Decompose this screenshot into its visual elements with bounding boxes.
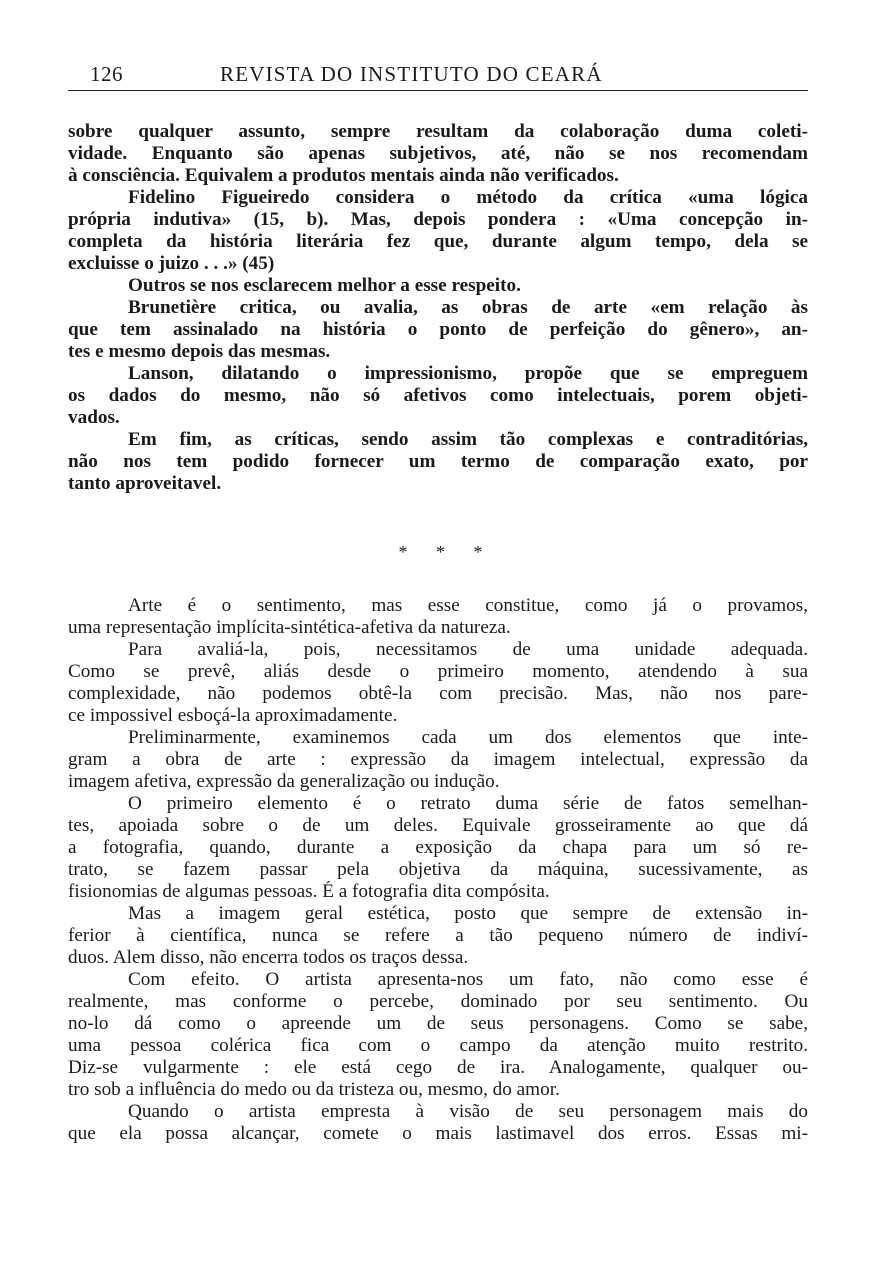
page-number: 126 (90, 62, 123, 86)
text-line: não nos tem podido fornecer um termo de comparação exato, por (68, 451, 808, 472)
text-line: gram a obra de arte : expressão da imagem intelectual, expressão da (68, 749, 808, 770)
text-line: O primeiro elemento é o retrato duma série de fatos semelhan- (128, 793, 808, 814)
text-line: Outros se nos esclarecem melhor a esse respeito. (128, 275, 521, 296)
text-line: tanto aproveitavel. (68, 473, 222, 494)
text-line: uma pessoa colérica fica com o campo da atenção muito restrito. (68, 1035, 808, 1056)
text-line: à consciência. Equivalem a produtos mentais ainda não verificados. (68, 165, 619, 186)
text-line: os dados do mesmo, não só afetivos como intelectuais, porem objeti- (68, 385, 808, 406)
text-section-1 (68, 121, 808, 495)
text-line: que tem assinalado na história o ponto de perfeição do gênero», an- (68, 319, 808, 340)
text-line: Diz-se vulgarmente : ele está cego de ira. Analogamente, qualquer ou- (68, 1057, 808, 1078)
text-line: tro sob a influência do medo ou da tristeza ou, mesmo, do amor. (68, 1079, 560, 1100)
text-line: excluisse o juizo . . .» (45) (68, 253, 275, 274)
text-line: Com efeito. O artista apresenta-nos um fato, não como esse é (128, 969, 808, 990)
text-line: uma representação implícita-sintética-afetiva da natureza. (68, 617, 511, 638)
text-line: Em fim, as críticas, sendo assim tão complexas e contraditórias, (128, 429, 808, 450)
text-line: Brunetière critica, ou avalia, as obras de arte «em relação às (128, 297, 808, 318)
text-line: que ela possa alcançar, comete o mais lastimavel dos erros. Essas mi- (68, 1123, 808, 1144)
text-line: tes e mesmo depois das mesmas. (68, 341, 331, 362)
section-separator: * * * (398, 542, 495, 562)
text-line: realmente, mas conforme o percebe, dominado por seu sentimento. Ou (68, 991, 808, 1012)
text-line: a fotografia, quando, durante a exposição da chapa para um só re- (68, 837, 808, 858)
text-section-2 (68, 595, 808, 1145)
text-line: sobre qualquer assunto, sempre resultam da colaboração duma coleti- (68, 121, 808, 142)
text-line: Como se prevê, aliás desde o primeiro momento, atendendo à sua (68, 661, 808, 682)
text-line: complexidade, não podemos obtê-la com precisão. Mas, não nos pare- (68, 683, 808, 704)
text-line: Quando o artista empresta à visão de seu personagem mais do (128, 1101, 808, 1122)
text-line: vados. (68, 407, 120, 428)
running-header (68, 62, 808, 91)
text-line: imagem afetiva, expressão da generalização ou indução. (68, 771, 500, 792)
text-line: Preliminarmente, examinemos cada um dos elementos que inte- (128, 727, 808, 748)
text-line: Para avaliá-la, pois, necessitamos de uma unidade adequada. (128, 639, 808, 660)
text-line: trato, se fazem passar pela objetiva da máquina, sucessivamente, as (68, 859, 808, 880)
text-line: Lanson, dilatando o impressionismo, propõe que se empreguem (128, 363, 808, 384)
text-line: fisionomias de algumas pessoas. É a fotografia dita compósita. (68, 881, 550, 902)
text-line: completa da história literária fez que, durante algum tempo, dela se (68, 231, 808, 252)
text-line: própria indutiva» (15, b). Mas, depois pondera : «Uma concepção in- (68, 209, 808, 230)
text-line: no-lo dá como o apreende um de seus personagens. Como se sabe, (68, 1013, 808, 1034)
text-line: Mas a imagem geral estética, posto que sempre de extensão in- (128, 903, 808, 924)
text-line: ferior à científica, nunca se refere a tão pequeno número de indiví- (68, 925, 808, 946)
text-line: vidade. Enquanto são apenas subjetivos, até, não se nos recomendam (68, 143, 808, 164)
text-line: duos. Alem disso, não encerra todos os traços dessa. (68, 947, 469, 968)
text-line: tes, apoiada sobre o de um deles. Equivale grosseiramente ao que dá (68, 815, 808, 836)
text-line: ce impossivel esboçá-la aproximadamente. (68, 705, 398, 726)
text-line: Arte é o sentimento, mas esse constitue, como já o provamos, (128, 595, 808, 616)
text-line: Fidelino Figueiredo considera o método da crítica «uma lógica (128, 187, 808, 208)
journal-title: REVISTA DO INSTITUTO DO CEARÁ (220, 62, 603, 86)
